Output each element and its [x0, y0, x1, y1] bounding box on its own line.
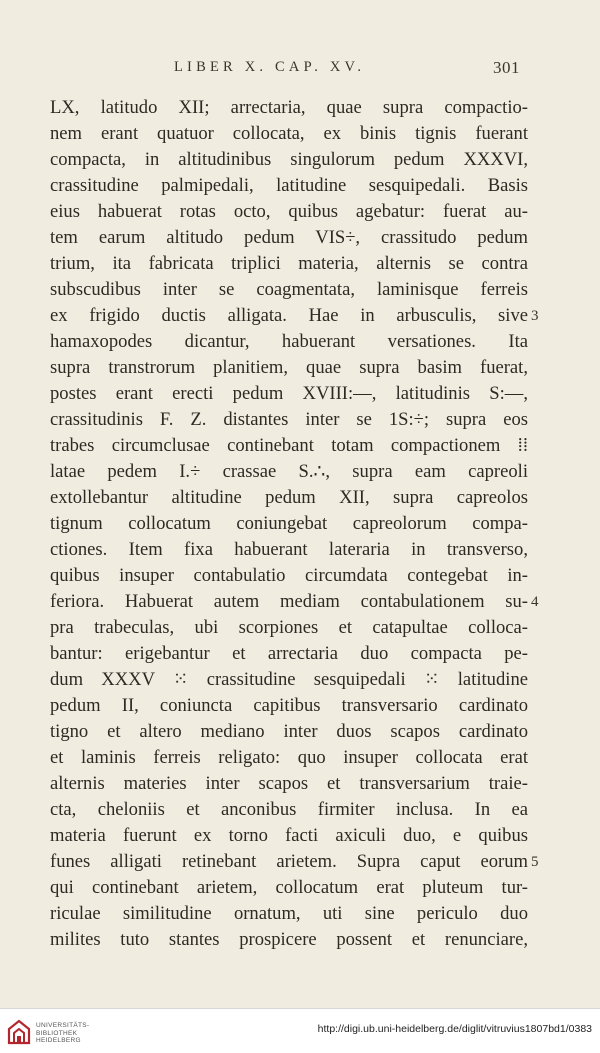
text-line: tem earum altitudo pedum VIS÷, crassitudo pedum [50, 227, 528, 248]
text-line: quibus insuper contabulatio circumdata contegebat in- [50, 565, 528, 586]
text-line: postes erant erecti pedum XVIII:—, latitudinis S:—, [50, 383, 528, 404]
text-line: subscudibus inter se coagmentata, laminisque ferreis [50, 279, 528, 300]
running-title: LIBER X. CAP. XV. [174, 59, 366, 75]
library-name-line: BIBLIOTHEK [36, 1029, 78, 1037]
library-name [36, 1022, 89, 1045]
text-line: pra trabeculas, ubi scorpiones et catapultae colloca- [50, 617, 528, 638]
text-line: ex frigido ductis alligata. Hae in arbusculis, sive [50, 305, 528, 326]
library-name-line: UNIVERSITÄTS- [36, 1022, 90, 1029]
text-line: qui continebant arietem, collocatum erat pluteum tur- [50, 877, 528, 898]
library-logo-icon [6, 1018, 32, 1046]
source-url-link[interactable]: http://digi.ub.uni-heidelberg.de/diglit/vitruvius1807bd1/0383 [317, 1023, 592, 1035]
text-line: feriora. Habuerat autem mediam contabulationem su- [50, 591, 528, 612]
text-line: pedum II, coniuncta capitibus transversario cardinato [50, 695, 528, 716]
text-line: hamaxopodes dicantur, habuerant versationes. Ita [50, 331, 528, 352]
text-line: trabes circumclusae continebant totam compactionem ⁞⁞ [50, 435, 528, 456]
text-line: latae pedem I.÷ crassae S.∴, supra eam capreoli [50, 461, 528, 482]
footer-bar [0, 1008, 600, 1053]
text-line: materia fuerunt ex torno facti axiculi duo, e quibus [50, 825, 528, 846]
text-line: dum XXXV ⁙ crassitudine sesquipedali ⁙ latitudine [50, 669, 528, 690]
text-line: LX, latitudo XII; arrectaria, quae supra compactio- [50, 97, 528, 118]
text-line: funes alligati retinebant arietem. Supra caput eorum [50, 851, 528, 872]
text-line: tignum collocatum coniungebat capreolorum compa- [50, 513, 528, 534]
text-line: trium, ita fabricata triplici materia, alternis se contra [50, 253, 528, 274]
text-line: extollebantur altitudine pedum XII, supra capreolos [50, 487, 528, 508]
text-line: compacta, in altitudinibus singulorum pedum XXXVI, [50, 149, 528, 170]
text-line: cta, cheloniis et anconibus firmiter inclusa. In ea [50, 799, 528, 820]
marginal-section-number: 5 [531, 854, 539, 870]
page-number: 301 [493, 58, 520, 77]
library-name-line: HEIDELBERG [36, 1037, 81, 1044]
text-line: bantur: erigebantur et arrectaria duo compacta pe- [50, 643, 528, 664]
text-line: crassitudinis F. Z. distantes inter se 1S:÷; supra eos [50, 409, 528, 430]
text-line: ctiones. Item fixa habuerant lateraria in transverso, [50, 539, 528, 560]
text-line: crassitudine palmipedali, latitudine sesquipedali. Basis [50, 175, 528, 196]
text-line: eius habuerat rotas octo, quibus agebatur: fuerat au- [50, 201, 528, 222]
marginal-section-number: 4 [531, 594, 539, 610]
text-line: tigno et altero mediano inter duos scapos cardinato [50, 721, 528, 742]
text-line: milites tuto stantes prospicere possent et renunciare, [50, 929, 528, 950]
text-line: riculae similitudine ornatum, uti sine periculo duo [50, 903, 528, 924]
text-line: et laminis ferreis religato: quo insuper collocata erat [50, 747, 528, 768]
marginal-section-number: 3 [531, 308, 539, 324]
text-line: supra transtrorum planitiem, quae supra basim fuerat, [50, 357, 528, 378]
text-line: nem erant quatuor collocata, ex binis tignis fuerant [50, 123, 528, 144]
text-line: alternis materies inter scapos et transversarium traie- [50, 773, 528, 794]
